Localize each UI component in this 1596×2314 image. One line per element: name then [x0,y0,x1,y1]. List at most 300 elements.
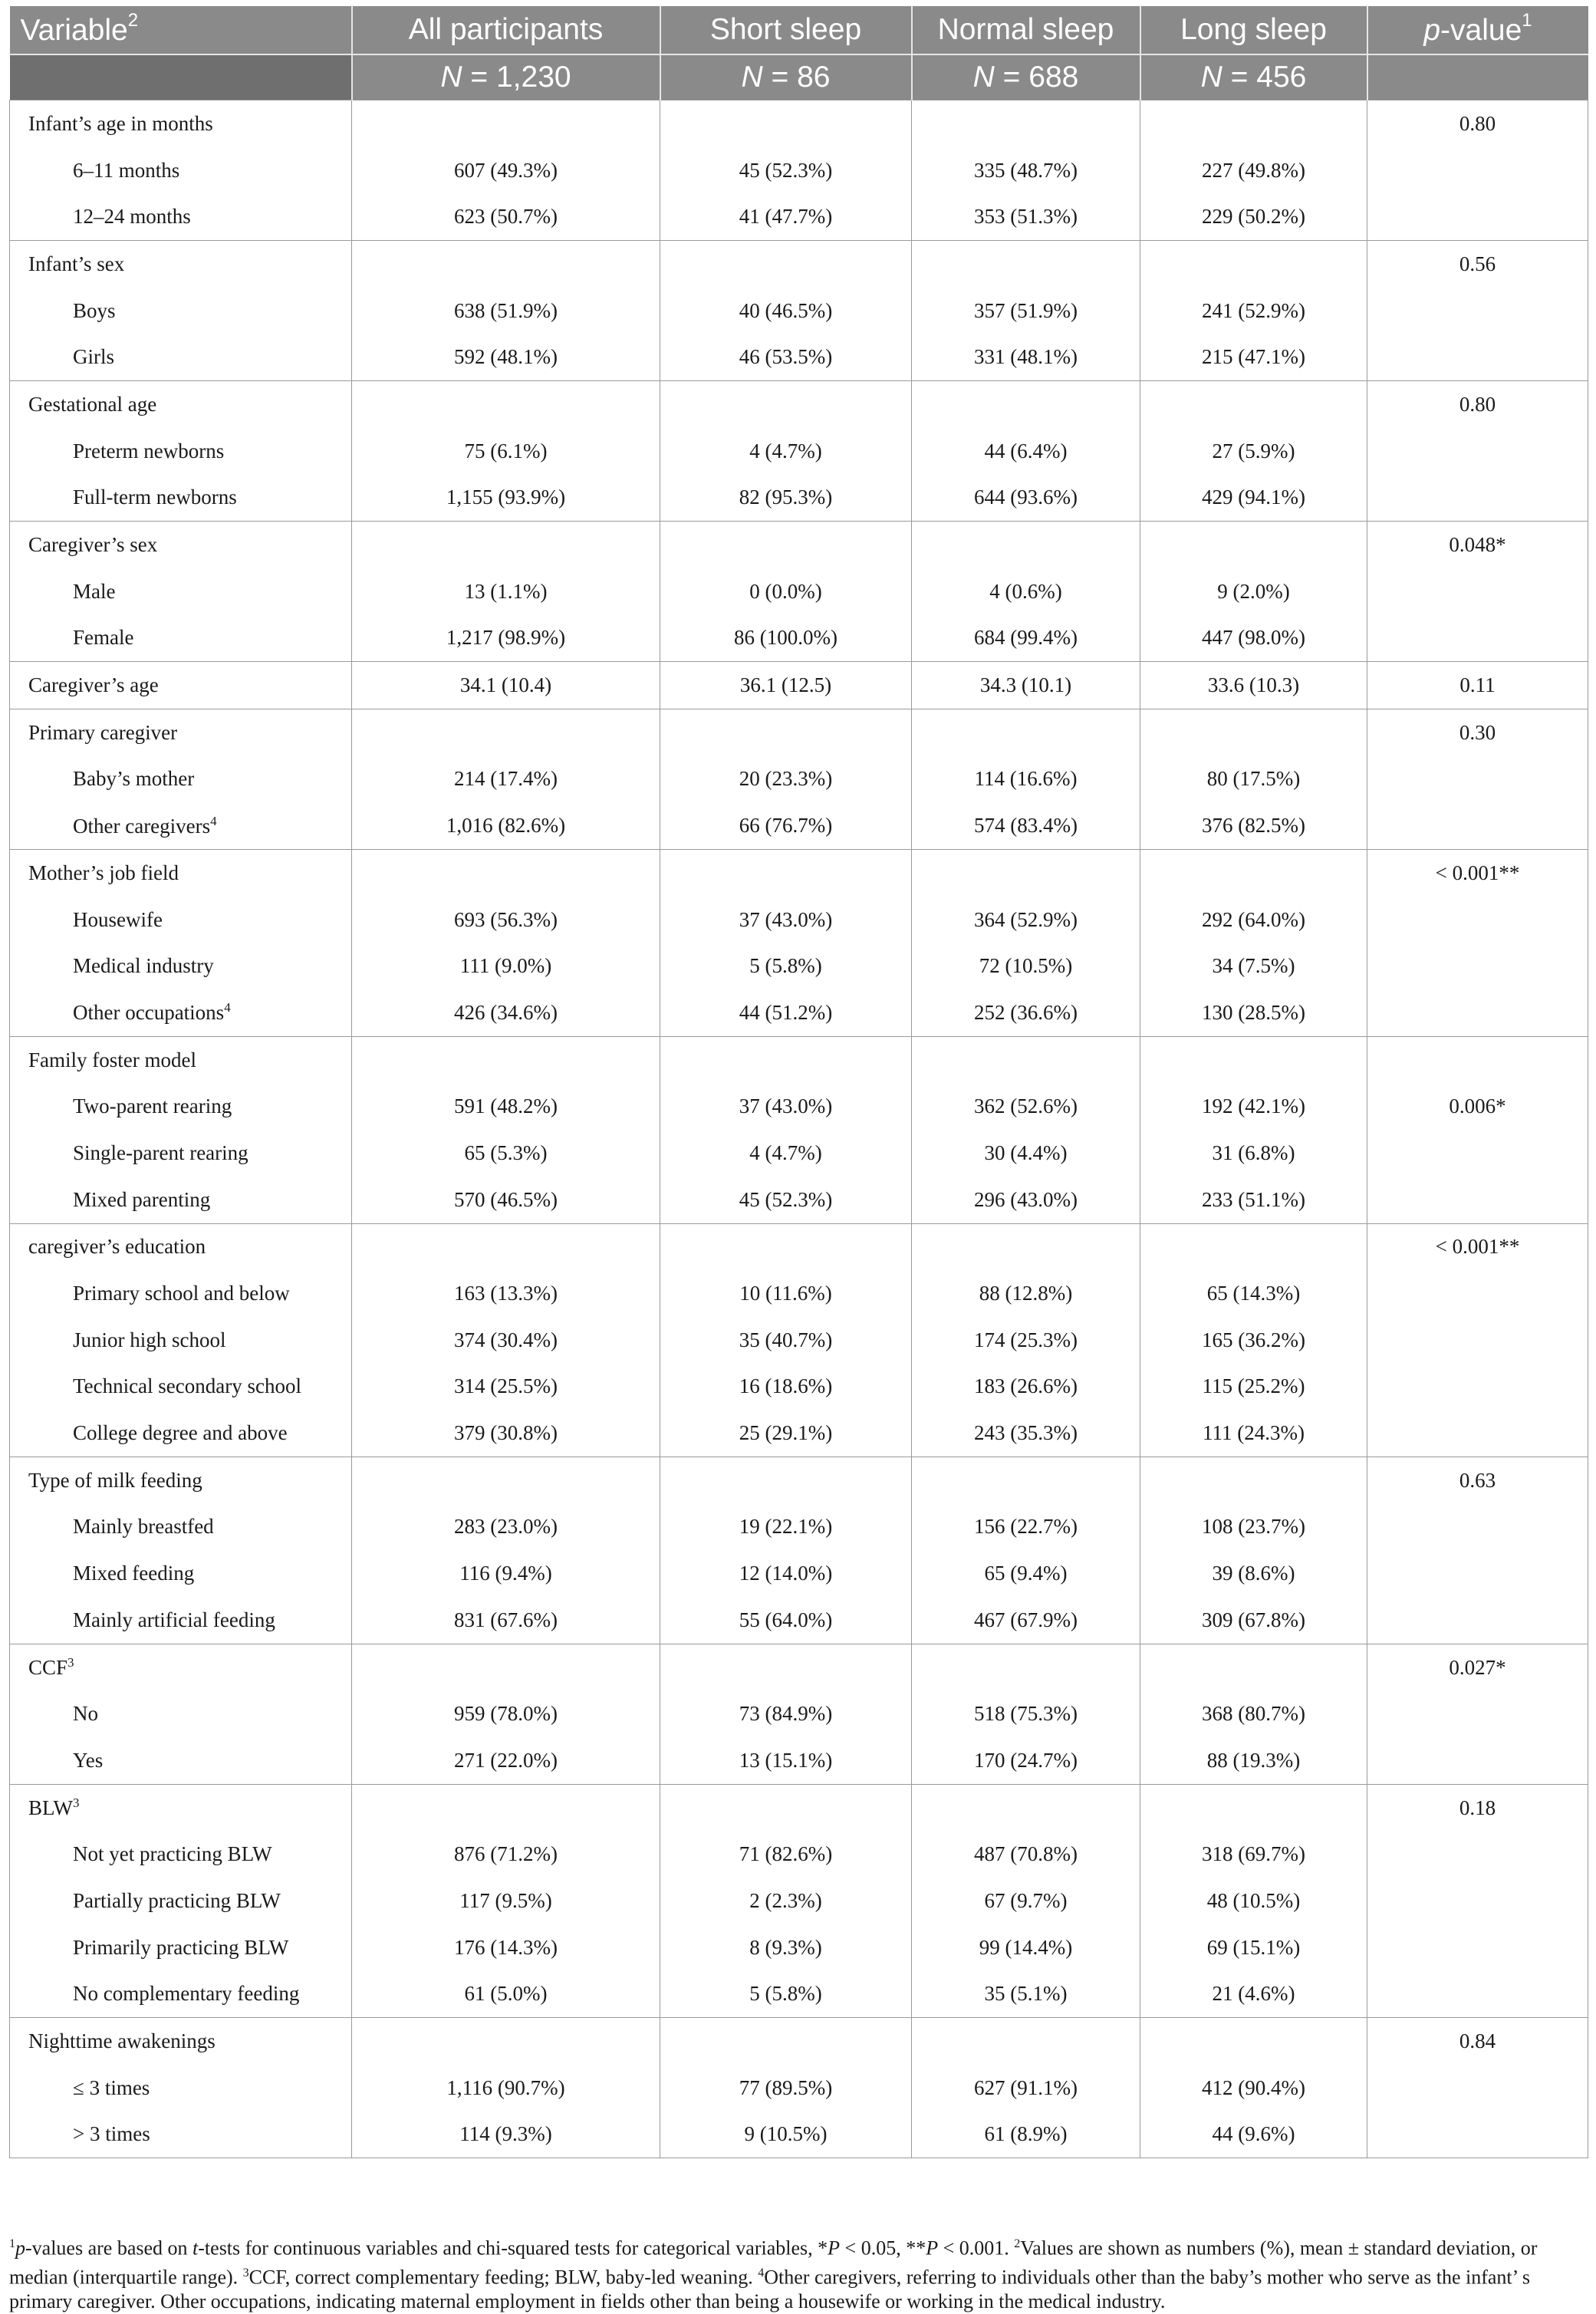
table-row-category [10,241,1588,288]
cell-short-sleep: 55 (64.0%) [660,1597,912,1644]
cell-p-value: 0.006* [1367,1083,1588,1130]
cell-all-participants: 570 (46.5%) [352,1177,660,1223]
cell-short-sleep: 86 (100.0%) [660,615,912,662]
cell-label: Caregiver’s sex [10,522,352,568]
cell-long-sleep: 233 (51.1%) [1140,1177,1367,1223]
table-row-category [10,1644,1588,1690]
table-row-subcategory [10,1831,1588,1878]
cell-label: caregiver’s education [10,1223,352,1270]
cell-normal-sleep: 156 (22.7%) [912,1504,1140,1551]
cell-normal-sleep [912,522,1140,568]
cell-label: Not yet practicing BLW [10,1831,352,1878]
cell-short-sleep: 5 (5.8%) [660,943,912,989]
cell-short-sleep [660,381,912,428]
cell-long-sleep: 229 (50.2%) [1140,193,1367,240]
table-row-category [10,850,1588,897]
cell-short-sleep: 4 (4.7%) [660,1130,912,1177]
table-row-subcategory [10,1270,1588,1317]
header-all-participants: All participants [352,6,660,54]
header-n-blank [10,54,352,100]
cell-p-value [1367,989,1588,1036]
cell-short-sleep [660,1223,912,1270]
cell-short-sleep: 4 (4.7%) [660,428,912,475]
cell-p-value [1367,428,1588,475]
table-row-subcategory [10,943,1588,989]
cell-normal-sleep: 34.3 (10.1) [912,662,1140,709]
cell-p-value [1367,193,1588,240]
cell-p-value [1367,1831,1588,1878]
cell-short-sleep: 45 (52.3%) [660,1177,912,1223]
cell-label: Primary school and below [10,1270,352,1317]
cell-all-participants: 283 (23.0%) [352,1504,660,1551]
cell-short-sleep [660,1784,912,1831]
cell-short-sleep: 41 (47.7%) [660,193,912,240]
table-row-category [10,662,1588,709]
cell-long-sleep: 447 (98.0%) [1140,615,1367,662]
header-row [10,6,1588,54]
cell-short-sleep: 82 (95.3%) [660,475,912,522]
cell-normal-sleep: 30 (4.4%) [912,1130,1140,1177]
cell-long-sleep: 292 (64.0%) [1140,897,1367,943]
header-normal-sleep: Normal sleep [912,6,1140,54]
cell-long-sleep: 33.6 (10.3) [1140,662,1367,709]
cell-short-sleep: 19 (22.1%) [660,1504,912,1551]
cell-short-sleep: 66 (76.7%) [660,802,912,849]
cell-long-sleep [1140,1644,1367,1690]
table-row-subcategory [10,1130,1588,1177]
cell-label: Partially practicing BLW [10,1878,352,1924]
cell-p-value [1367,147,1588,194]
cell-long-sleep: 88 (19.3%) [1140,1737,1367,1784]
cell-p-value [1367,615,1588,662]
cell-long-sleep: 309 (67.8%) [1140,1597,1367,1644]
cell-p-value [1367,1036,1588,1083]
cell-p-value [1367,1317,1588,1364]
cell-short-sleep: 45 (52.3%) [660,147,912,194]
cell-short-sleep: 0 (0.0%) [660,568,912,615]
table-row-subcategory [10,1504,1588,1551]
table-row-subcategory [10,475,1588,522]
cell-p-value [1367,288,1588,334]
cell-long-sleep [1140,1457,1367,1503]
cell-all-participants [352,100,660,147]
cell-label: Preterm newborns [10,428,352,475]
cell-all-participants: 214 (17.4%) [352,756,660,803]
table-container [9,6,1588,2158]
table-row-subcategory [10,2112,1588,2158]
cell-label: No complementary feeding [10,1971,352,2018]
cell-short-sleep [660,241,912,288]
table-row-category [10,1457,1588,1503]
table-row-subcategory [10,1177,1588,1223]
cell-all-participants: 1,217 (98.9%) [352,615,660,662]
cell-short-sleep [660,100,912,147]
cell-short-sleep: 77 (89.5%) [660,2065,912,2112]
cell-label: Single-parent rearing [10,1130,352,1177]
header-n-row [10,54,1588,100]
cell-long-sleep: 108 (23.7%) [1140,1504,1367,1551]
cell-p-value [1367,1924,1588,1971]
cell-short-sleep: 37 (43.0%) [660,897,912,943]
cell-normal-sleep: 296 (43.0%) [912,1177,1140,1223]
cell-p-value: 0.18 [1367,1784,1588,1831]
cell-all-participants: 693 (56.3%) [352,897,660,943]
cell-long-sleep: 44 (9.6%) [1140,2112,1367,2158]
cell-all-participants: 13 (1.1%) [352,568,660,615]
cell-p-value [1367,2065,1588,2112]
cell-all-participants: 111 (9.0%) [352,943,660,989]
cell-all-participants: 61 (5.0%) [352,1971,660,2018]
cell-label: Two-parent rearing [10,1083,352,1130]
cell-normal-sleep [912,709,1140,755]
cell-long-sleep: 241 (52.9%) [1140,288,1367,334]
table-row-subcategory [10,756,1588,803]
cell-p-value [1367,897,1588,943]
cell-label: Other caregivers$^4$ [10,802,352,849]
cell-label: Yes [10,1737,352,1784]
table-row-subcategory [10,1597,1588,1644]
table-row-category [10,100,1588,147]
cell-all-participants [352,850,660,897]
table-row-subcategory [10,897,1588,943]
cell-all-participants: 591 (48.2%) [352,1083,660,1130]
table-body [10,100,1588,2158]
table-row-subcategory [10,568,1588,615]
cell-long-sleep [1140,381,1367,428]
cell-label: Girls [10,334,352,380]
cell-all-participants [352,709,660,755]
cell-short-sleep: 37 (43.0%) [660,1083,912,1130]
cell-short-sleep [660,1036,912,1083]
cell-p-value [1367,1410,1588,1457]
cell-normal-sleep: 99 (14.4%) [912,1924,1140,1971]
cell-long-sleep: 115 (25.2%) [1140,1364,1367,1410]
cell-label: Caregiver’s age [10,662,352,709]
cell-normal-sleep: 644 (93.6%) [912,475,1140,522]
cell-p-value [1367,943,1588,989]
data-table [9,6,1588,2158]
cell-all-participants: 623 (50.7%) [352,193,660,240]
cell-normal-sleep [912,1036,1140,1083]
cell-p-value [1367,1504,1588,1551]
cell-all-participants [352,1036,660,1083]
cell-normal-sleep: 243 (35.3%) [912,1410,1140,1457]
cell-normal-sleep [912,381,1140,428]
table-row-category [10,1784,1588,1831]
cell-all-participants: 114 (9.3%) [352,2112,660,2158]
cell-normal-sleep [912,1784,1140,1831]
cell-label: Mother’s job field [10,850,352,897]
header-n-normal: N = 688 [912,54,1140,100]
cell-label: Mixed parenting [10,1177,352,1223]
cell-short-sleep: 20 (23.3%) [660,756,912,803]
cell-all-participants: 65 (5.3%) [352,1130,660,1177]
cell-long-sleep [1140,1784,1367,1831]
header-n-p-blank [1367,54,1588,100]
header-n-long: N = 456 [1140,54,1367,100]
cell-label: Infant’s age in months [10,100,352,147]
cell-all-participants: 117 (9.5%) [352,1878,660,1924]
cell-normal-sleep: 353 (51.3%) [912,193,1140,240]
cell-all-participants: 374 (30.4%) [352,1317,660,1364]
cell-normal-sleep: 357 (51.9%) [912,288,1140,334]
table-row-subcategory [10,615,1588,662]
cell-short-sleep: 36.1 (12.5) [660,662,912,709]
cell-p-value [1367,475,1588,522]
table-row-subcategory [10,1737,1588,1784]
table-row-subcategory [10,147,1588,194]
cell-long-sleep: 368 (80.7%) [1140,1690,1367,1737]
cell-label: Boys [10,288,352,334]
cell-short-sleep [660,522,912,568]
cell-p-value: 0.048* [1367,522,1588,568]
cell-normal-sleep: 72 (10.5%) [912,943,1140,989]
header-n-short: N = 86 [660,54,912,100]
cell-long-sleep [1140,2018,1367,2065]
cell-normal-sleep: 574 (83.4%) [912,802,1140,849]
cell-p-value [1367,1737,1588,1784]
cell-normal-sleep: 331 (48.1%) [912,334,1140,380]
cell-all-participants [352,1644,660,1690]
cell-label: ≤ 3 times [10,2065,352,2112]
cell-long-sleep: 215 (47.1%) [1140,334,1367,380]
cell-short-sleep: 12 (14.0%) [660,1550,912,1597]
cell-short-sleep: 44 (51.2%) [660,989,912,1036]
cell-normal-sleep: 65 (9.4%) [912,1550,1140,1597]
cell-all-participants [352,1784,660,1831]
cell-p-value [1367,1690,1588,1737]
cell-all-participants: 34.1 (10.4) [352,662,660,709]
cell-label: Female [10,615,352,662]
cell-short-sleep [660,2018,912,2065]
cell-long-sleep: 31 (6.8%) [1140,1130,1367,1177]
header-variable: Variable$^2$ [10,6,352,54]
cell-normal-sleep: 174 (25.3%) [912,1317,1140,1364]
cell-label: Technical secondary school [10,1364,352,1410]
cell-p-value: 0.80 [1367,381,1588,428]
cell-long-sleep: 165 (36.2%) [1140,1317,1367,1364]
table-row-subcategory [10,288,1588,334]
cell-short-sleep: 9 (10.5%) [660,2112,912,2158]
cell-normal-sleep [912,2018,1140,2065]
table-row-subcategory [10,2065,1588,2112]
cell-all-participants: 314 (25.5%) [352,1364,660,1410]
cell-long-sleep: 9 (2.0%) [1140,568,1367,615]
cell-short-sleep: 40 (46.5%) [660,288,912,334]
table-row-subcategory [10,428,1588,475]
cell-p-value: 0.84 [1367,2018,1588,2065]
table-row-subcategory [10,1317,1588,1364]
cell-normal-sleep [912,100,1140,147]
cell-label: Mixed feeding [10,1550,352,1597]
cell-all-participants: 271 (22.0%) [352,1737,660,1784]
table-row-subcategory [10,1690,1588,1737]
cell-long-sleep: 227 (49.8%) [1140,147,1367,194]
cell-all-participants: 959 (78.0%) [352,1690,660,1737]
cell-label: Mainly artificial feeding [10,1597,352,1644]
cell-normal-sleep: 467 (67.9%) [912,1597,1140,1644]
table-row-subcategory [10,1924,1588,1971]
table-row-subcategory [10,1083,1588,1130]
cell-long-sleep: 429 (94.1%) [1140,475,1367,522]
cell-long-sleep: 80 (17.5%) [1140,756,1367,803]
cell-short-sleep: 35 (40.7%) [660,1317,912,1364]
cell-long-sleep: 111 (24.3%) [1140,1410,1367,1457]
cell-all-participants [352,381,660,428]
cell-short-sleep: 46 (53.5%) [660,334,912,380]
cell-p-value [1367,2112,1588,2158]
cell-label: Medical industry [10,943,352,989]
cell-normal-sleep [912,1457,1140,1503]
cell-all-participants: 75 (6.1%) [352,428,660,475]
cell-all-participants: 876 (71.2%) [352,1831,660,1878]
cell-p-value [1367,1364,1588,1410]
cell-p-value [1367,1177,1588,1223]
cell-all-participants [352,2018,660,2065]
cell-long-sleep [1140,1036,1367,1083]
table-row-subcategory [10,1878,1588,1924]
cell-long-sleep: 48 (10.5%) [1140,1878,1367,1924]
table-row-category [10,1036,1588,1083]
cell-all-participants: 592 (48.1%) [352,334,660,380]
cell-label: Full-term newborns [10,475,352,522]
header-p-value: p-value$^1$ [1367,6,1588,54]
cell-all-participants [352,1457,660,1503]
cell-short-sleep: 16 (18.6%) [660,1364,912,1410]
cell-normal-sleep: 627 (91.1%) [912,2065,1140,2112]
cell-label: BLW$^3$ [10,1784,352,1831]
cell-p-value [1367,1597,1588,1644]
cell-label: Nighttime awakenings [10,2018,352,2065]
cell-label: Primary caregiver [10,709,352,755]
cell-normal-sleep: 61 (8.9%) [912,2112,1140,2158]
cell-all-participants: 163 (13.3%) [352,1270,660,1317]
cell-all-participants [352,241,660,288]
cell-normal-sleep: 114 (16.6%) [912,756,1140,803]
cell-all-participants: 831 (67.6%) [352,1597,660,1644]
cell-normal-sleep: 362 (52.6%) [912,1083,1140,1130]
cell-label: Baby’s mother [10,756,352,803]
cell-label: > 3 times [10,2112,352,2158]
cell-p-value: < 0.001** [1367,1223,1588,1270]
table-row-category [10,709,1588,755]
cell-all-participants: 638 (51.9%) [352,288,660,334]
cell-all-participants: 426 (34.6%) [352,989,660,1036]
table-row-subcategory [10,802,1588,849]
cell-p-value [1367,568,1588,615]
cell-p-value [1367,802,1588,849]
cell-short-sleep: 73 (84.9%) [660,1690,912,1737]
cell-label: Other occupations$^4$ [10,989,352,1036]
cell-label: Primarily practicing BLW [10,1924,352,1971]
cell-p-value: < 0.001** [1367,850,1588,897]
cell-p-value [1367,1270,1588,1317]
cell-label: Male [10,568,352,615]
cell-p-value [1367,1971,1588,2018]
cell-short-sleep [660,850,912,897]
cell-label: 6–11 months [10,147,352,194]
cell-p-value: 0.80 [1367,100,1588,147]
cell-long-sleep [1140,100,1367,147]
cell-normal-sleep: 170 (24.7%) [912,1737,1140,1784]
cell-normal-sleep: 684 (99.4%) [912,615,1140,662]
cell-normal-sleep [912,1644,1140,1690]
cell-long-sleep: 39 (8.6%) [1140,1550,1367,1597]
cell-normal-sleep [912,241,1140,288]
cell-label: College degree and above [10,1410,352,1457]
cell-short-sleep: 2 (2.3%) [660,1878,912,1924]
cell-long-sleep [1140,241,1367,288]
cell-label: Gestational age [10,381,352,428]
table-row-category [10,381,1588,428]
header-long-sleep: Long sleep [1140,6,1367,54]
cell-p-value [1367,334,1588,380]
header-short-sleep: Short sleep [660,6,912,54]
table-footnote: $^1$p-values are based on t-tests for continuous variables and chi-squared tests for categorical variables, *P < 0.05, **P < 0.001. $^2$Values are shown as numbers (%), mean ± standard deviation, or median (interquartile range). $^3$CCF, correct complementary feeding; BLW, baby-led weaning. $^4$Other caregivers, referring to individuals other than the baby’s mother who serve as the infant’ s primary caregiver. Other occupations, indicating maternal employment in fields other than being a housewife or working in the medical industry. [9,2237,1538,2313]
cell-label: CCF$^3$ [10,1644,352,1690]
cell-p-value: 0.11 [1367,662,1588,709]
cell-short-sleep: 13 (15.1%) [660,1737,912,1784]
cell-long-sleep: 21 (4.6%) [1140,1971,1367,2018]
cell-p-value: 0.63 [1367,1457,1588,1503]
cell-long-sleep: 65 (14.3%) [1140,1270,1367,1317]
table-row-subcategory [10,989,1588,1036]
table-row-category [10,1223,1588,1270]
cell-long-sleep: 69 (15.1%) [1140,1924,1367,1971]
header-n-all: N = 1,230 [352,54,660,100]
cell-normal-sleep: 364 (52.9%) [912,897,1140,943]
cell-short-sleep [660,1644,912,1690]
cell-normal-sleep: 44 (6.4%) [912,428,1140,475]
cell-p-value: 0.56 [1367,241,1588,288]
cell-all-participants: 379 (30.8%) [352,1410,660,1457]
cell-all-participants [352,522,660,568]
cell-label: Family foster model [10,1036,352,1083]
cell-normal-sleep: 335 (48.7%) [912,147,1140,194]
cell-label: Infant’s sex [10,241,352,288]
cell-long-sleep: 376 (82.5%) [1140,802,1367,849]
cell-normal-sleep: 252 (36.6%) [912,989,1140,1036]
cell-label: Type of milk feeding [10,1457,352,1503]
table-row-subcategory [10,193,1588,240]
cell-all-participants: 1,016 (82.6%) [352,802,660,849]
cell-short-sleep: 25 (29.1%) [660,1410,912,1457]
cell-normal-sleep [912,850,1140,897]
cell-long-sleep: 130 (28.5%) [1140,989,1367,1036]
cell-label: Junior high school [10,1317,352,1364]
cell-short-sleep [660,709,912,755]
cell-short-sleep [660,1457,912,1503]
cell-label: Housewife [10,897,352,943]
table-row-subcategory [10,1971,1588,2018]
cell-all-participants: 1,155 (93.9%) [352,475,660,522]
cell-long-sleep: 34 (7.5%) [1140,943,1367,989]
cell-p-value [1367,1550,1588,1597]
cell-normal-sleep: 4 (0.6%) [912,568,1140,615]
cell-all-participants: 176 (14.3%) [352,1924,660,1971]
table-row-category [10,2018,1588,2065]
cell-p-value [1367,1130,1588,1177]
cell-all-participants: 607 (49.3%) [352,147,660,194]
cell-normal-sleep [912,1223,1140,1270]
cell-p-value: 0.30 [1367,709,1588,755]
table-row-subcategory [10,1364,1588,1410]
cell-normal-sleep: 183 (26.6%) [912,1364,1140,1410]
cell-all-participants: 1,116 (90.7%) [352,2065,660,2112]
cell-p-value [1367,756,1588,803]
table-row-subcategory [10,334,1588,380]
cell-all-participants: 116 (9.4%) [352,1550,660,1597]
